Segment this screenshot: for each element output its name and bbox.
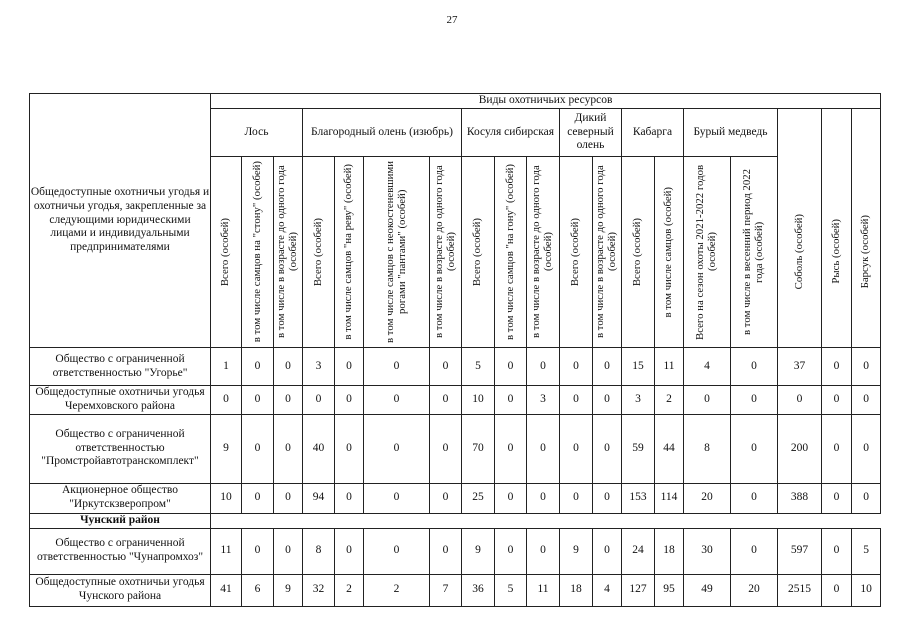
- cell-value: 0: [495, 414, 527, 483]
- cell-value: 94: [303, 483, 335, 513]
- column-header-label: в том числе в возрасте до одного года (особей): [432, 165, 457, 339]
- cell-value: 2: [364, 574, 430, 606]
- cell-value: 10: [462, 386, 495, 415]
- cell-value: 2: [655, 386, 684, 415]
- column-header: [593, 157, 622, 348]
- cell-value: 9: [462, 528, 495, 574]
- cell-value: 25: [462, 483, 495, 513]
- cell-value: 0: [274, 386, 303, 415]
- row-owner: Общедоступные охотничьи угодья Чунского района: [30, 574, 211, 606]
- cell-value: 24: [622, 528, 655, 574]
- district-heading: Чунский район: [30, 513, 211, 528]
- cell-value: 0: [242, 414, 274, 483]
- cell-value: 0: [242, 483, 274, 513]
- column-header: [430, 157, 462, 348]
- row-owner: Общество с ограниченной ответственностью "Чунапромхоз": [30, 528, 211, 574]
- cell-value: 114: [655, 483, 684, 513]
- cell-value: 0: [364, 386, 430, 415]
- cell-value: 6: [242, 574, 274, 606]
- cell-value: 20: [684, 483, 731, 513]
- cell-value: 0: [495, 483, 527, 513]
- column-header: [303, 157, 335, 348]
- table-row: [30, 574, 881, 606]
- cell-value: 0: [527, 348, 560, 386]
- group-roe-deer: Косуля сибирская: [462, 109, 560, 157]
- cell-value: 0: [731, 386, 778, 415]
- cell-value: 0: [560, 348, 593, 386]
- cell-value: 0: [593, 414, 622, 483]
- column-header: [211, 157, 242, 348]
- cell-value: 0: [274, 483, 303, 513]
- group-musk-deer: Кабарга: [622, 109, 684, 157]
- cell-value: 127: [622, 574, 655, 606]
- district-row-blank: [211, 513, 881, 528]
- cell-value: 0: [303, 386, 335, 415]
- cell-value: 0: [430, 414, 462, 483]
- cell-value: 0: [430, 386, 462, 415]
- group-brown-bear: Бурый медведь: [684, 109, 778, 157]
- cell-value: 59: [622, 414, 655, 483]
- cell-value: 0: [731, 348, 778, 386]
- column-header: [462, 157, 495, 348]
- column-header: [335, 157, 364, 348]
- column-header-label: в том числе самцов "на реву" (особей): [342, 164, 355, 340]
- cell-value: 3: [527, 386, 560, 415]
- cell-value: 10: [211, 483, 242, 513]
- cell-value: 32: [303, 574, 335, 606]
- cell-value: 40: [303, 414, 335, 483]
- column-header: [527, 157, 560, 348]
- column-header-label: в том числе самцов с неокостеневшими рогами "пантами" (особей): [383, 161, 408, 343]
- column-header-label: Всего на сезон охоты 2021-2022 годов (особей): [694, 164, 718, 340]
- cell-value: 0: [335, 414, 364, 483]
- table-row: [30, 348, 881, 386]
- row-owner: Общедоступные охотничьи угодья Черемховского района: [30, 386, 211, 415]
- cell-value: 0: [364, 348, 430, 386]
- column-header: [684, 157, 731, 348]
- cell-value: 0: [778, 386, 822, 415]
- cell-value: 8: [303, 528, 335, 574]
- column-header: [622, 157, 655, 348]
- cell-value: 4: [684, 348, 731, 386]
- cell-value: 0: [852, 348, 881, 386]
- column-header: [778, 157, 822, 348]
- cell-value: 0: [335, 386, 364, 415]
- cell-value: 0: [495, 386, 527, 415]
- row-owner: Общество с ограниченной ответственностью "Угорье": [30, 348, 211, 386]
- cell-value: 0: [242, 386, 274, 415]
- cell-value: 4: [593, 574, 622, 606]
- cell-value: 2515: [778, 574, 822, 606]
- cell-value: 5: [462, 348, 495, 386]
- cell-value: 0: [731, 528, 778, 574]
- cell-value: 0: [364, 528, 430, 574]
- cell-value: 10: [852, 574, 881, 606]
- column-header-label: в том числе в возрасте до одного года (особей): [594, 165, 618, 339]
- column-header-label: в том числе самцов "на гону" (особей): [503, 164, 516, 340]
- cell-value: 3: [622, 386, 655, 415]
- table-row: [30, 386, 881, 415]
- cell-value: 0: [593, 528, 622, 574]
- column-header: [560, 157, 593, 348]
- cell-value: 0: [527, 414, 560, 483]
- cell-value: 0: [593, 483, 622, 513]
- table-row: [30, 528, 881, 574]
- cell-value: 0: [560, 483, 593, 513]
- cell-value: 11: [211, 528, 242, 574]
- column-header-label: Всего (особей): [471, 217, 484, 287]
- cell-value: 0: [274, 414, 303, 483]
- cell-value: 15: [622, 348, 655, 386]
- cell-value: 388: [778, 483, 822, 513]
- cell-value: 0: [852, 386, 881, 415]
- cell-value: 0: [852, 483, 881, 513]
- cell-value: 0: [527, 528, 560, 574]
- cell-value: 0: [527, 483, 560, 513]
- cell-value: 2: [335, 574, 364, 606]
- cell-value: 0: [822, 528, 852, 574]
- column-header: [274, 157, 303, 348]
- column-header-label: в том числе самцов на "стону" (особей): [250, 161, 263, 343]
- cell-value: 30: [684, 528, 731, 574]
- cell-value: 0: [364, 414, 430, 483]
- column-header-label: Всего (особей): [631, 217, 644, 287]
- cell-value: 0: [335, 483, 364, 513]
- row-owner: Общество с ограниченной ответственностью "Промстройавтотранскомплект": [30, 414, 211, 483]
- cell-value: 18: [655, 528, 684, 574]
- cell-value: 11: [655, 348, 684, 386]
- cell-value: 0: [593, 386, 622, 415]
- cell-value: 20: [731, 574, 778, 606]
- cell-value: 0: [495, 528, 527, 574]
- cell-value: 36: [462, 574, 495, 606]
- group-reindeer: Дикий северный олень: [560, 109, 622, 157]
- cell-value: 37: [778, 348, 822, 386]
- cell-value: 5: [852, 528, 881, 574]
- cell-value: 0: [242, 528, 274, 574]
- cell-value: 0: [822, 483, 852, 513]
- cell-value: 0: [211, 386, 242, 415]
- cell-value: 41: [211, 574, 242, 606]
- cell-value: 0: [335, 528, 364, 574]
- table-row: [30, 414, 881, 483]
- column-header-label: Барсук (особей): [859, 215, 872, 289]
- cell-value: 18: [560, 574, 593, 606]
- cell-value: 7: [430, 574, 462, 606]
- cell-value: 0: [731, 483, 778, 513]
- row-owner: Акционерное общество "Иркутскзверопром": [30, 483, 211, 513]
- cell-value: 44: [655, 414, 684, 483]
- column-header-label: в том числе в возрасте до одного года (особей): [275, 165, 299, 339]
- group-red-deer: Благородный олень (изюбрь): [303, 109, 462, 157]
- cell-value: 3: [303, 348, 335, 386]
- cell-value: 9: [274, 574, 303, 606]
- column-header-label: Соболь (особей): [792, 214, 805, 290]
- cell-value: 95: [655, 574, 684, 606]
- district-row: [30, 513, 881, 528]
- cell-value: 5: [495, 574, 527, 606]
- cell-value: 0: [560, 414, 593, 483]
- cell-value: 9: [560, 528, 593, 574]
- cell-value: 153: [622, 483, 655, 513]
- cell-value: 49: [684, 574, 731, 606]
- cell-value: 0: [274, 348, 303, 386]
- cell-value: 0: [731, 414, 778, 483]
- hunting-quota-table: [29, 93, 881, 607]
- cell-value: 70: [462, 414, 495, 483]
- column-header-label: в том числе в весенний период 2022 года (особей): [741, 168, 765, 336]
- column-header-label: в том числе самцов (особей): [662, 186, 675, 318]
- column-header-label: в том числе в возрасте до одного года (особей): [530, 165, 554, 339]
- column-header-label: Всего (особей): [219, 217, 232, 287]
- cell-value: 0: [364, 483, 430, 513]
- cell-value: 0: [335, 348, 364, 386]
- cell-value: 0: [822, 414, 852, 483]
- column-header: [242, 157, 274, 348]
- cell-value: 0: [430, 528, 462, 574]
- cell-value: 1: [211, 348, 242, 386]
- cell-value: 0: [593, 348, 622, 386]
- cell-value: 0: [274, 528, 303, 574]
- cell-value: 0: [822, 386, 852, 415]
- cell-value: 0: [495, 348, 527, 386]
- cell-value: 597: [778, 528, 822, 574]
- cell-value: 0: [852, 414, 881, 483]
- resources-header: Виды охотничьих ресурсов: [211, 94, 881, 109]
- column-header: [731, 157, 778, 348]
- cell-value: 0: [430, 483, 462, 513]
- cell-value: 0: [684, 386, 731, 415]
- cell-value: 8: [684, 414, 731, 483]
- column-header: [852, 157, 881, 348]
- cell-value: 0: [822, 348, 852, 386]
- column-header-label: Всего (особей): [569, 217, 582, 287]
- column-header-label: Всего (особей): [311, 217, 324, 287]
- cell-value: 11: [527, 574, 560, 606]
- column-header: [364, 157, 430, 348]
- cell-value: 9: [211, 414, 242, 483]
- column-header: [822, 157, 852, 348]
- cell-value: 0: [430, 348, 462, 386]
- group-moose: Лось: [211, 109, 303, 157]
- column-header: [495, 157, 527, 348]
- table-row: [30, 483, 881, 513]
- column-header: [655, 157, 684, 348]
- page-number: 27: [446, 14, 458, 26]
- cell-value: 0: [242, 348, 274, 386]
- cell-value: 200: [778, 414, 822, 483]
- owner-column-header: Общедоступные охотничьи угодья и охотничьи угодья, закрепленные за следующими юридическими лицами и индивидуальными предпринимателями: [30, 94, 211, 348]
- column-header-label: Рысь (особей): [829, 219, 842, 285]
- cell-value: 0: [822, 574, 852, 606]
- cell-value: 0: [560, 386, 593, 415]
